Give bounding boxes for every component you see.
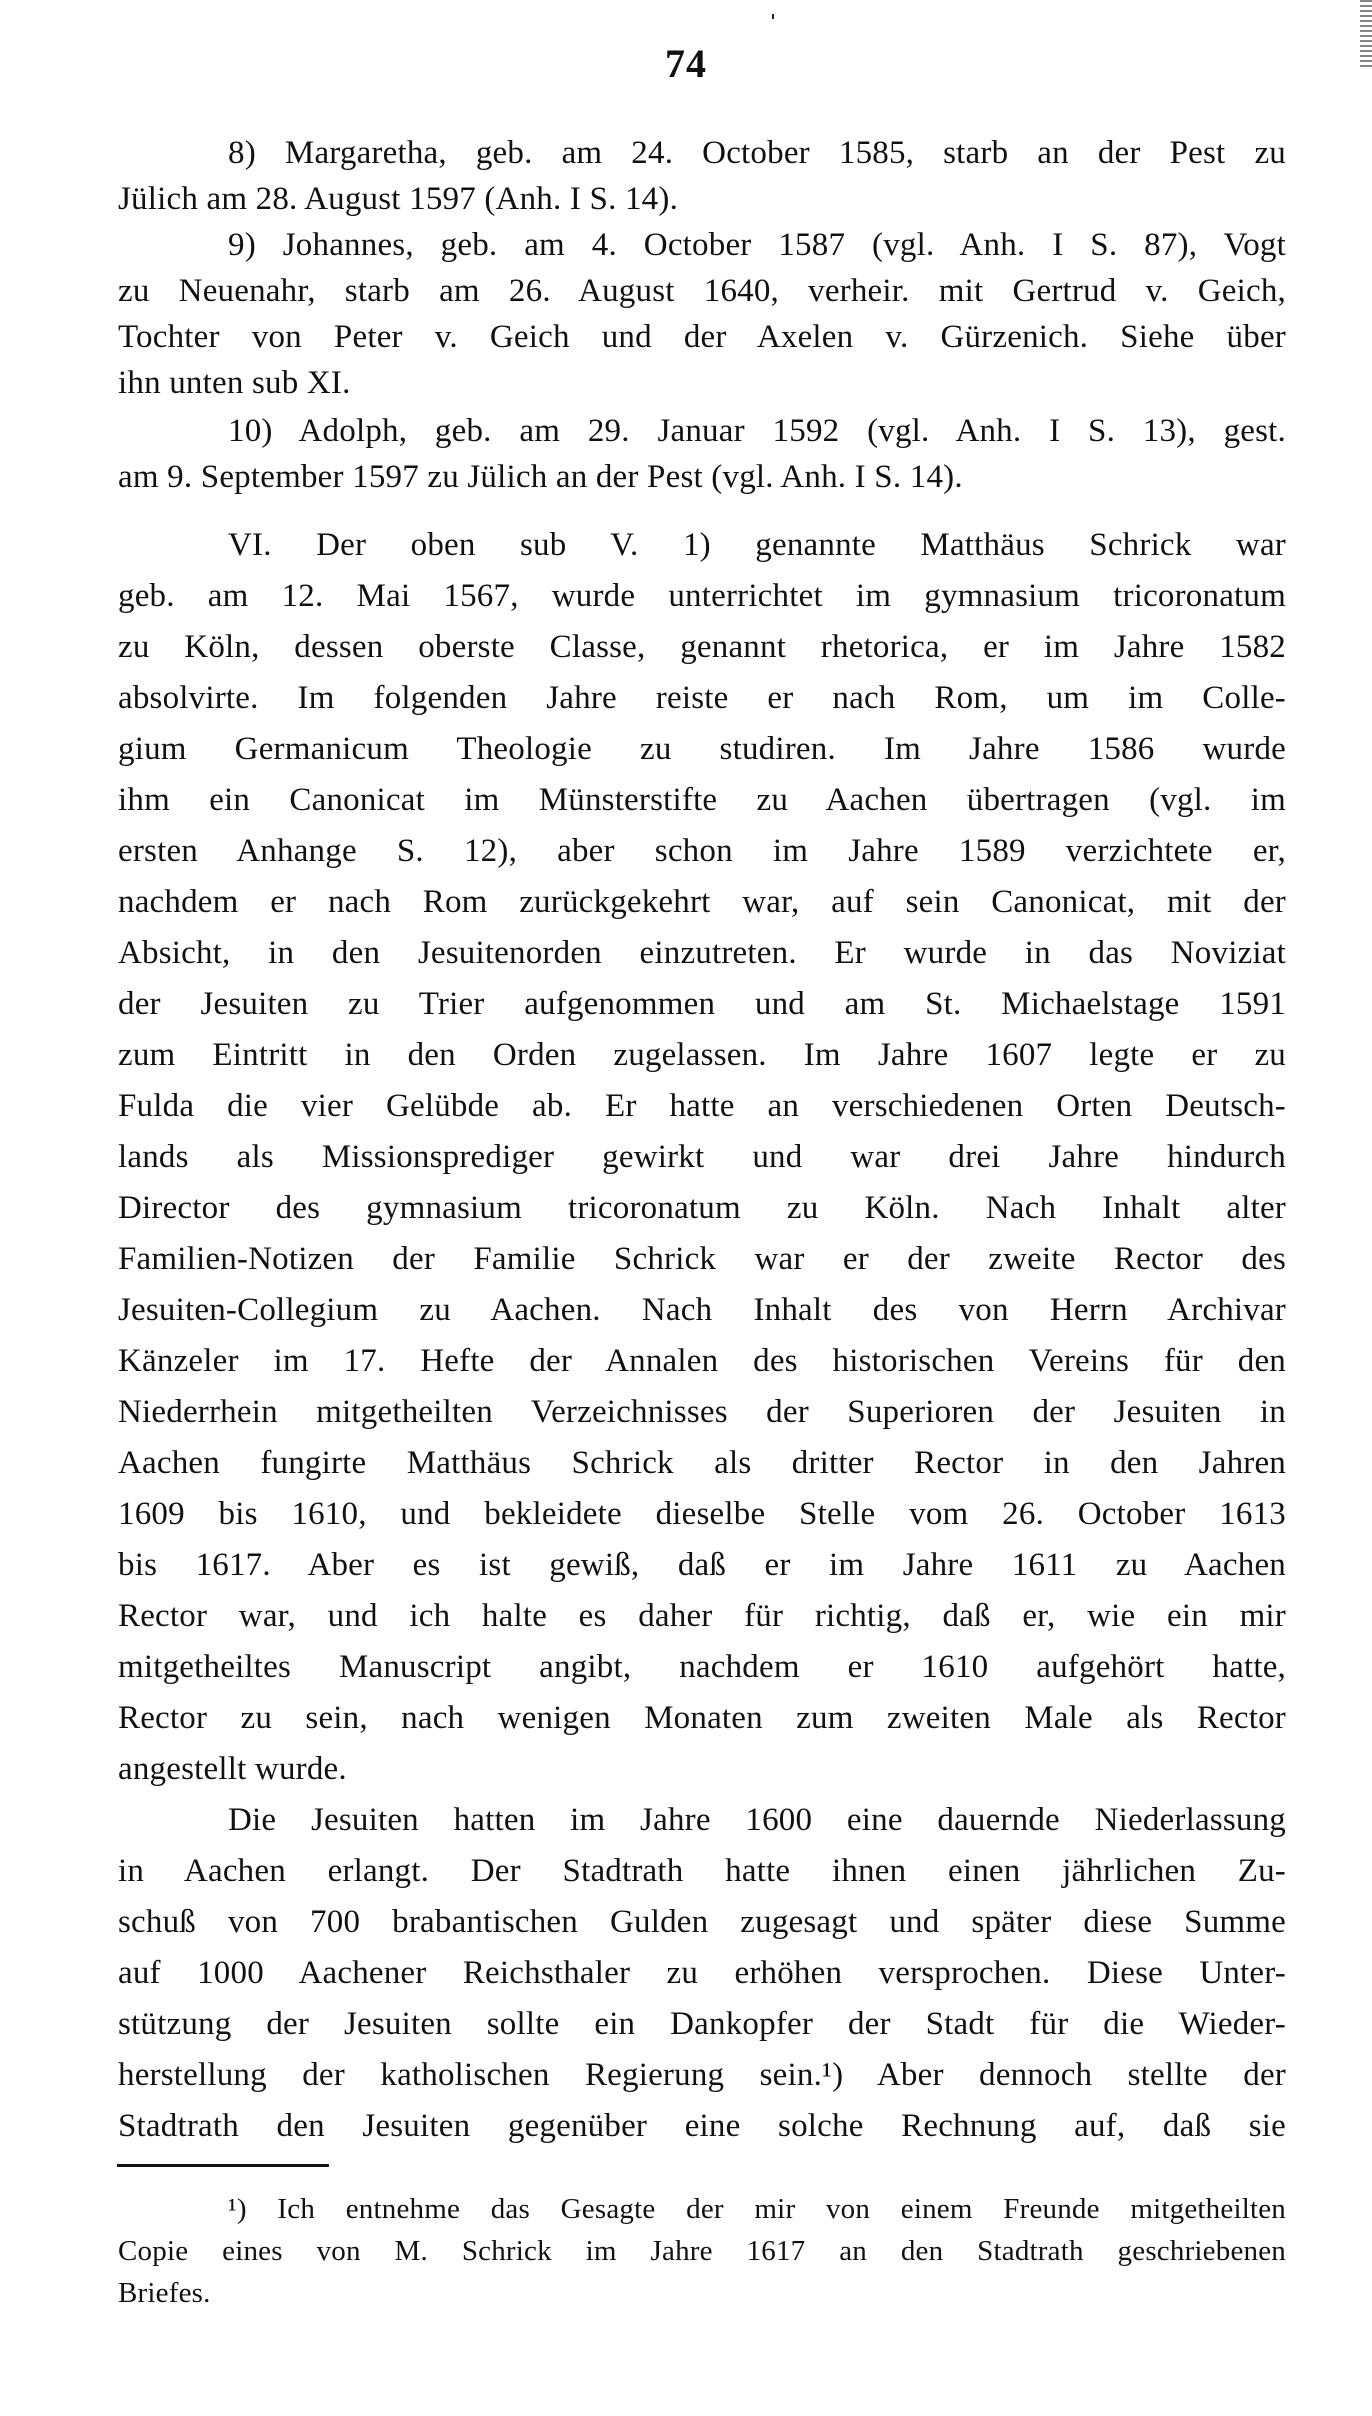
text-line: geb. am 12. Mai 1567, wurde unterrichtet im gymnasium tricoronatum: [118, 578, 1286, 614]
text-line: zu Neuenahr, starb am 26. August 1640, verheir. mit Gertrud v. Geich,: [118, 273, 1286, 309]
text-line: Känzeler im 17. Hefte der Annalen des historischen Vereins für den: [118, 1343, 1286, 1379]
text-line: Rector war, und ich halte es daher für richtig, daß er, wie ein mir: [118, 1598, 1286, 1634]
text-line: Jesuiten-Collegium zu Aachen. Nach Inhalt des von Herrn Archivar: [118, 1292, 1286, 1328]
text-line: Tochter von Peter v. Geich und der Axelen v. Gürzenich. Siehe über: [118, 319, 1286, 355]
footnote-line: ¹) Ich entnehme das Gesagte der mir von einem Freunde mitgetheilten: [228, 2193, 1286, 2225]
text-line: ersten Anhange S. 12), aber schon im Jahre 1589 verzichtete er,: [118, 833, 1286, 869]
page-number: 74: [665, 41, 707, 86]
text-line: angestellt wurde.: [118, 1751, 347, 1787]
text-line: Die Jesuiten hatten im Jahre 1600 eine dauernde Niederlassung: [228, 1802, 1286, 1838]
text-line: 1609 bis 1610, und bekleidete dieselbe Stelle vom 26. October 1613: [118, 1496, 1286, 1532]
text-line: mitgetheiltes Manuscript angibt, nachdem er 1610 aufgehört hatte,: [118, 1649, 1286, 1685]
text-line: Rector zu sein, nach wenigen Monaten zum zweiten Male als Rector: [118, 1700, 1286, 1736]
text-line: Niederrhein mitgetheilten Verzeichnisses der Superioren der Jesuiten in: [118, 1394, 1286, 1430]
text-line: 9) Johannes, geb. am 4. October 1587 (vgl. Anh. I S. 87), Vogt: [228, 227, 1286, 263]
text-line: am 9. September 1597 zu Jülich an der Pest (vgl. Anh. I S. 14).: [118, 459, 963, 495]
text-line: zum Eintritt in den Orden zugelassen. Im Jahre 1607 legte er zu: [118, 1037, 1286, 1073]
section-heading-line: VI. Der oben sub V. 1) genannte Matthäus Schrick war: [228, 527, 1286, 563]
text-line: herstellung der katholischen Regierung sein.¹) Aber dennoch stellte der: [118, 2057, 1286, 2093]
text-line: auf 1000 Aachener Reichsthaler zu erhöhen versprochen. Diese Unter-: [118, 1955, 1286, 1991]
text-line: Fulda die vier Gelübde ab. Er hatte an verschiedenen Orten Deutsch-: [118, 1088, 1286, 1124]
text-line: der Jesuiten zu Trier aufgenommen und am St. Michaelstage 1591: [118, 986, 1286, 1022]
footnote-rule: [117, 2164, 329, 2167]
text-line: gium Germanicum Theologie zu studiren. Im Jahre 1586 wurde: [118, 731, 1286, 767]
text-line: lands als Missionsprediger gewirkt und war drei Jahre hindurch: [118, 1139, 1286, 1175]
text-line: ihn unten sub XI.: [118, 365, 351, 401]
text-line: Absicht, in den Jesuitenorden einzutreten. Er wurde in das Noviziat: [118, 935, 1286, 971]
footnote-line: Briefes.: [118, 2277, 211, 2309]
text-line: Aachen fungirte Matthäus Schrick als dritter Rector in den Jahren: [118, 1445, 1286, 1481]
text-line: ihm ein Canonicat im Münsterstifte zu Aachen übertragen (vgl. im: [118, 782, 1286, 818]
text-line: Familien-Notizen der Familie Schrick war er der zweite Rector des: [118, 1241, 1286, 1277]
footnote-line: Copie eines von M. Schrick im Jahre 1617 an den Stadtrath geschriebenen: [118, 2235, 1286, 2267]
text-line: 8) Margaretha, geb. am 24. October 1585, starb an der Pest zu: [228, 135, 1286, 171]
text-line: in Aachen erlangt. Der Stadtrath hatte ihnen einen jährlichen Zu-: [118, 1853, 1286, 1889]
text-line: bis 1617. Aber es ist gewiß, daß er im Jahre 1611 zu Aachen: [118, 1547, 1286, 1583]
text-line: Director des gymnasium tricoronatum zu Köln. Nach Inhalt alter: [118, 1190, 1286, 1226]
text-line: Stadtrath den Jesuiten gegenüber eine solche Rechnung auf, daß sie: [118, 2108, 1286, 2144]
text-line: schuß von 700 brabantischen Gulden zugesagt und später diese Summe: [118, 1904, 1286, 1940]
text-line: zu Köln, dessen oberste Classe, genannt rhetorica, er im Jahre 1582: [118, 629, 1286, 665]
text-line: 10) Adolph, geb. am 29. Januar 1592 (vgl. Anh. I S. 13), gest.: [228, 413, 1286, 449]
text-line: stützung der Jesuiten sollte ein Dankopfer der Stadt für die Wieder-: [118, 2006, 1286, 2042]
text-line: nachdem er nach Rom zurückgekehrt war, auf sein Canonicat, mit der: [118, 884, 1286, 920]
text-line: absolvirte. Im folgenden Jahre reiste er nach Rom, um im Colle-: [118, 680, 1286, 716]
text-line: Jülich am 28. August 1597 (Anh. I S. 14).: [118, 181, 679, 217]
scan-speck: [772, 14, 774, 19]
